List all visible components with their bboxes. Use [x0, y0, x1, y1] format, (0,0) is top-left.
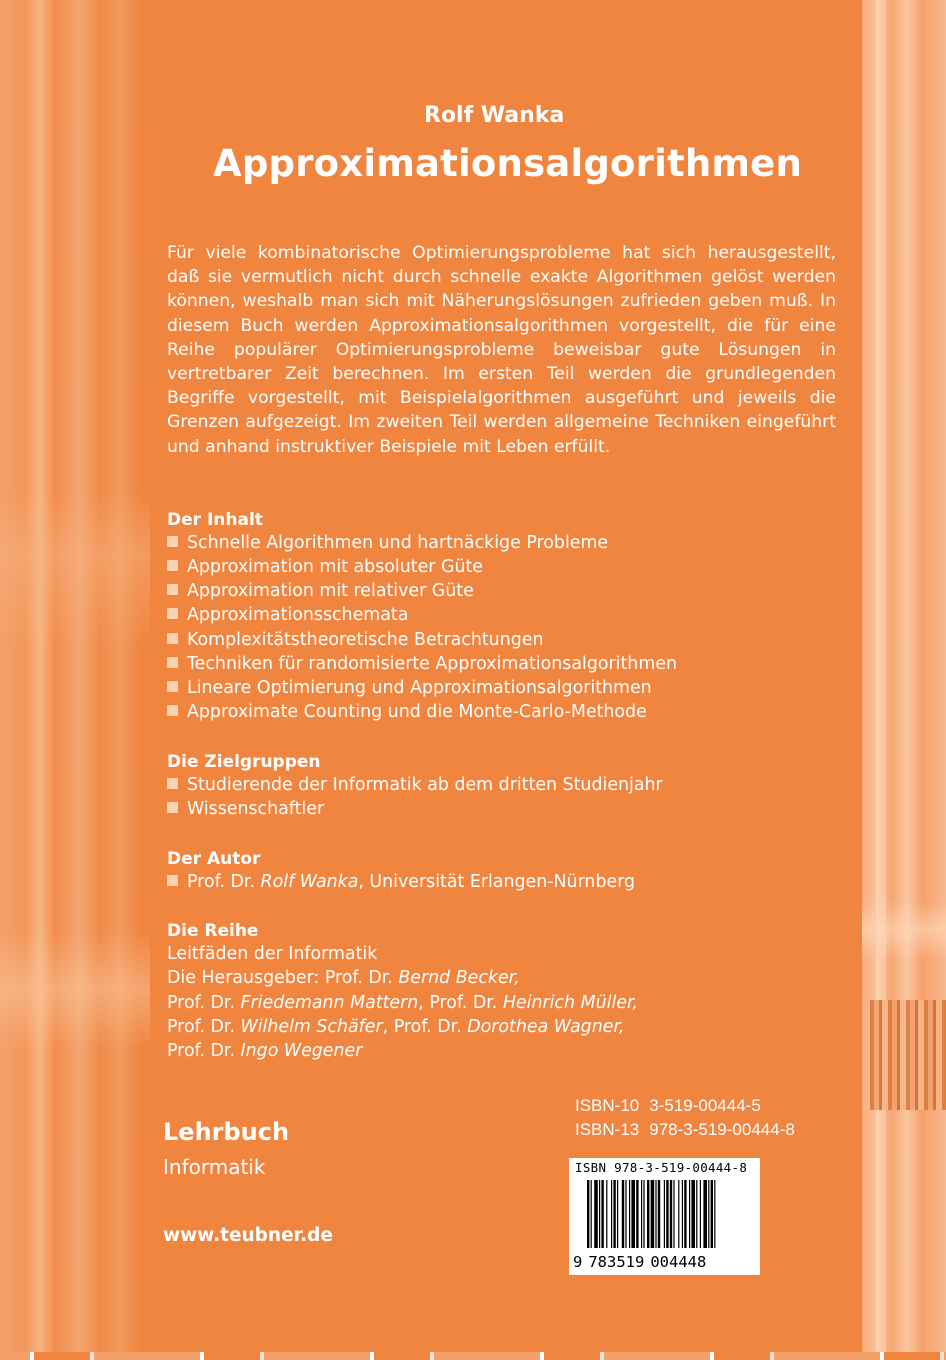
- barcode-bar: [625, 1180, 626, 1248]
- list-item: Approximationsschemata: [167, 605, 408, 625]
- background-right-texture: [862, 0, 946, 1360]
- list-item: Komplexitätstheoretische Betrachtungen: [167, 630, 544, 650]
- square-bullet-icon: [167, 681, 178, 692]
- barcode-bar: [714, 1180, 715, 1248]
- barcode-number: 9 783519 004448: [573, 1253, 707, 1271]
- list-item: Techniken für randomisierte Approximationsalgorithmen: [167, 654, 677, 674]
- section-heading-zielgruppen: Die Zielgruppen: [167, 752, 321, 772]
- barcode-bar: [691, 1180, 695, 1248]
- barcode-bar: [611, 1180, 612, 1248]
- barcode-bar: [670, 1180, 672, 1248]
- square-bullet-icon: [167, 802, 178, 813]
- isbn10-line: ISBN-10 3-519-00444-5: [575, 1096, 761, 1115]
- barcode-bar: [700, 1180, 701, 1248]
- square-bullet-icon: [167, 560, 178, 571]
- square-bullet-icon: [167, 657, 178, 668]
- barcode-bar: [631, 1180, 635, 1248]
- barcode-bar: [629, 1180, 630, 1248]
- author-name: Rolf Wanka: [424, 103, 565, 128]
- barcode-bar: [647, 1180, 649, 1248]
- list-item: Wissenschaftler: [167, 799, 324, 819]
- list-item: Approximation mit relativer Güte: [167, 581, 474, 601]
- textbook-label: Lehrbuch: [163, 1118, 290, 1146]
- barcode-bar: [641, 1180, 642, 1248]
- bottom-edge-strip: [0, 1352, 946, 1360]
- background-left-texture: [0, 0, 140, 1360]
- background-right-strip: [876, 0, 886, 1360]
- barcode-bar: [673, 1180, 674, 1248]
- background-right-pattern: [870, 1000, 946, 1110]
- barcode-bar: [703, 1180, 707, 1248]
- isbn13-line: ISBN-13 978-3-519-00444-8: [575, 1120, 795, 1139]
- square-bullet-icon: [167, 705, 178, 716]
- barcode-bar: [664, 1180, 665, 1248]
- barcode-bar: [617, 1180, 618, 1248]
- list-item: Approximate Counting und die Monte-Carlo-Methode: [167, 702, 647, 722]
- barcode-bar: [666, 1180, 668, 1248]
- editors-line: Prof. Dr. Ingo Wegener: [167, 1041, 363, 1061]
- barcode-bar: [684, 1180, 686, 1248]
- barcode-bar: [587, 1180, 589, 1248]
- barcode-bar: [651, 1180, 655, 1248]
- barcode-bar: [601, 1180, 603, 1248]
- barcode-bar: [606, 1180, 607, 1248]
- square-bullet-icon: [167, 633, 178, 644]
- author-line: Prof. Dr. Rolf Wanka, Universität Erlangen-Nürnberg: [167, 872, 635, 892]
- barcode-bar: [591, 1180, 592, 1248]
- section-heading-reihe: Die Reihe: [167, 921, 259, 941]
- book-title: Approximationsalgorithmen: [213, 142, 802, 185]
- editors-line: Prof. Dr. Wilhelm Schäfer, Prof. Dr. Dorothea Wagner,: [167, 1017, 625, 1037]
- barcode-bar: [599, 1180, 600, 1248]
- square-bullet-icon: [167, 778, 178, 789]
- editors-line: Die Herausgeber: Prof. Dr. Bernd Becker,: [167, 968, 520, 988]
- background-right-band: [862, 900, 946, 960]
- barcode-bars-icon: [587, 1180, 755, 1248]
- subject-label: Informatik: [163, 1155, 266, 1179]
- barcode-bar: [689, 1180, 690, 1248]
- square-bullet-icon: [167, 875, 178, 886]
- barcode-bar: [678, 1180, 679, 1248]
- list-item: Studierende der Informatik ab dem dritten Studienjahr: [167, 775, 663, 795]
- description-blurb: [167, 241, 836, 459]
- blurb-text: Für viele kombinatorische Optimierungsprobleme hat sich herausgestellt, daß sie vermutlich nicht durch schnelle exakte Algorithmen gelöst werden können, weshalb man sich mit Näherungslösungen zufrieden geben muß. In diesem Buch werden Approximationsalgorithmen vorgestellt, die für eine Reihe populärer Optimierungsprobleme beweisbar gute Lösungen in vertretbarer Zeit berechnen. Im ersten Teil werden die grundlegenden Begriffe vorgestellt, mit Beispielalgorithmen ausgeführt und jeweils die Grenzen aufgezeigt. Im zweiten Teil werden allgemeine Techniken eingeführt und anhand instruktiver Beispiele mit Leben erfüllt.: [167, 243, 836, 457]
- square-bullet-icon: [167, 584, 178, 595]
- barcode-isbn-text: ISBN 978-3-519-00444-8: [575, 1160, 748, 1175]
- list-item: Approximation mit absoluter Güte: [167, 557, 483, 577]
- background-left-band: [0, 490, 150, 650]
- barcode-bar: [655, 1180, 656, 1248]
- list-item: Schnelle Algorithmen und hartnäckige Probleme: [167, 533, 608, 553]
- publisher-url: www.teubner.de: [163, 1225, 333, 1246]
- section-heading-autor: Der Autor: [167, 849, 261, 869]
- square-bullet-icon: [167, 608, 178, 619]
- barcode-bar: [622, 1180, 624, 1248]
- barcode-bar: [696, 1180, 697, 1248]
- barcode-bar: [636, 1180, 638, 1248]
- square-bullet-icon: [167, 536, 178, 547]
- barcode-bar: [682, 1180, 683, 1248]
- barcode: [569, 1158, 760, 1275]
- barcode-bar: [708, 1180, 709, 1248]
- background-left-band: [0, 930, 150, 1050]
- list-item: Lineare Optimierung und Approximationsalgorithmen: [167, 678, 652, 698]
- series-name: Leitfäden der Informatik: [167, 944, 378, 964]
- barcode-bar: [711, 1180, 713, 1248]
- barcode-bar: [613, 1180, 615, 1248]
- editors-line: Prof. Dr. Friedemann Mattern, Prof. Dr. Heinrich Müller,: [167, 993, 639, 1013]
- barcode-bar: [643, 1180, 644, 1248]
- barcode-bar: [594, 1180, 598, 1248]
- section-heading-inhalt: Der Inhalt: [167, 510, 263, 530]
- barcode-bar: [658, 1180, 660, 1248]
